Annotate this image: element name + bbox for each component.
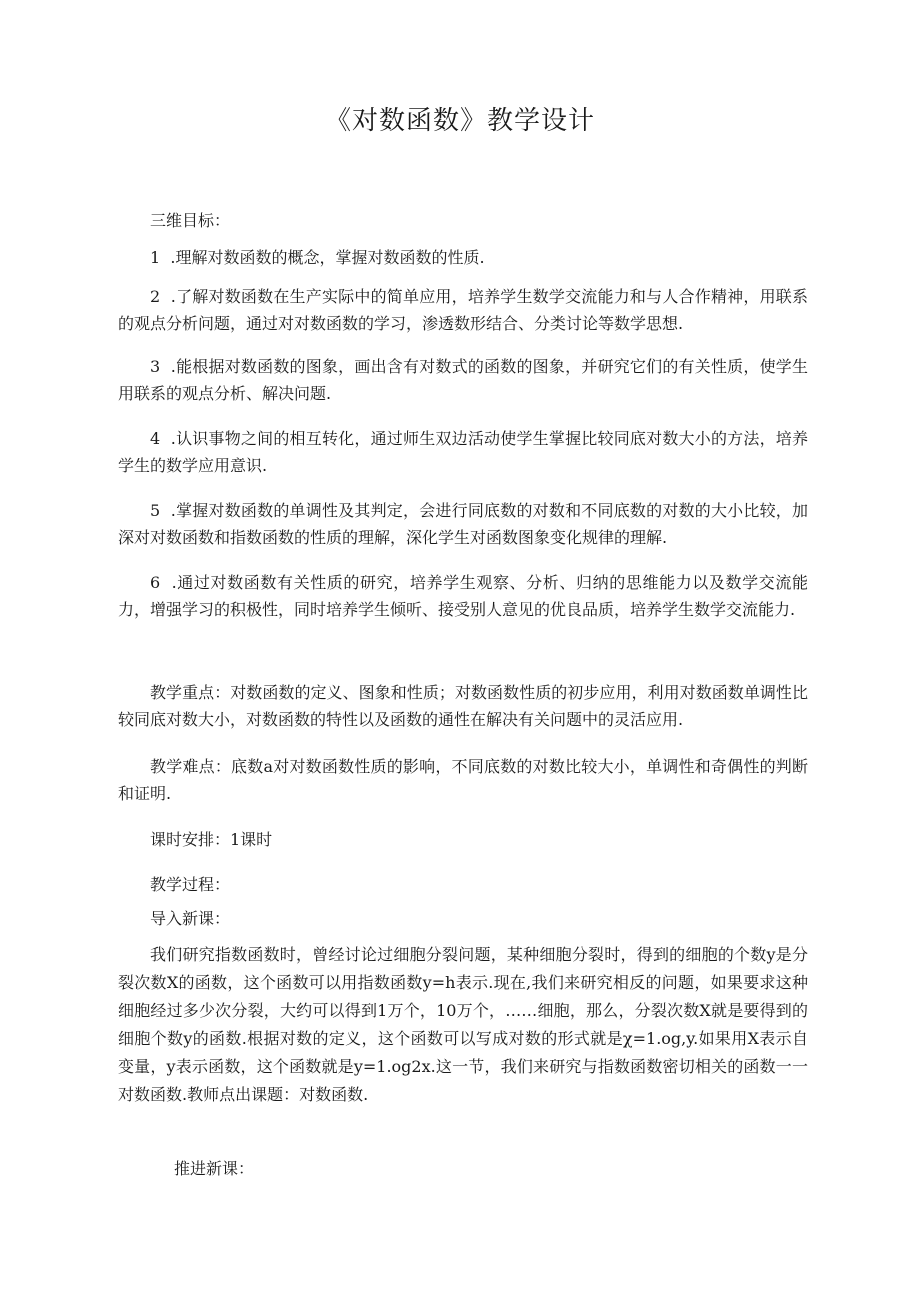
goal-item-1: 1 .理解对数函数的概念，掌握对数函数的性质.	[150, 248, 485, 267]
goal-item-6: 6 .通过对数函数有关性质的研究，培养学生观察、分析、归纳的思维能力以及数学交流能力，增强学习的积极性，同时培养学生倾听、接受别人意见的优良品质，培养学生数学交流能力.	[118, 573, 808, 619]
intro-paragraph: 我们研究指数函数时，曾经讨论过细胞分裂问题，某种细胞分裂时，得到的细胞的个数y是分裂次数X的函数，这个函数可以用指数函数y=h表示.现在,我们来研究相反的问题，如果要求这种细胞经过多少次分裂，大约可以得到1万个，10万个，……细胞，那么，分裂次数X就是要得到的细胞个数y的函数.根据对数的定义，这个函数可以写成对数的形式就是χ=1.og,y.如果用X表示自变量，y表示函数，这个函数就是y=1.og2x.这一节，我们来研究与指数函数密切相关的函数一一对数函数.教师点出课题：对数函数.	[118, 945, 808, 1104]
schedule: 课时安排：1课时	[150, 830, 273, 849]
goal-item-4: 4 .认识事物之间的相互转化，通过师生双边活动使学生掌握比较同底对数大小的方法，培养学生的数学应用意识.	[118, 429, 808, 475]
process-heading: 教学过程：	[150, 875, 231, 894]
advance-heading: 推进新课：	[174, 1159, 255, 1178]
goal-item-2: 2 .了解对数函数在生产实际中的简单应用，培养学生数学交流能力和与人合作精神，用联系的观点分析问题，通过对对数函数的学习，渗透数形结合、分类讨论等数学思想.	[118, 287, 808, 333]
intro-heading: 导入新课：	[150, 909, 231, 928]
goal-item-3: 3 .能根据对数函数的图象，画出含有对数式的函数的图象，并研究它们的有关性质，使学生用联系的观点分析、解决问题.	[118, 357, 808, 403]
document-title: 《对数函数》教学设计	[324, 106, 595, 136]
key-points: 教学重点：对数函数的定义、图象和性质；对数函数性质的初步应用，利用对数函数单调性比较同底对数大小，对数函数的特性以及函数的通性在解决有关问题中的灵活应用.	[118, 683, 808, 729]
goals-heading: 三维目标：	[150, 211, 231, 230]
difficulties: 教学难点：底数a对对数函数性质的影响，不同底数的对数比较大小，单调性和奇偶性的判断和证明.	[118, 757, 808, 803]
goal-item-5: 5 .掌握对数函数的单调性及其判定，会进行同底数的对数和不同底数的对数的大小比较，加深对对数函数和指数函数的性质的理解，深化学生对函数图象变化规律的理解.	[118, 501, 808, 547]
